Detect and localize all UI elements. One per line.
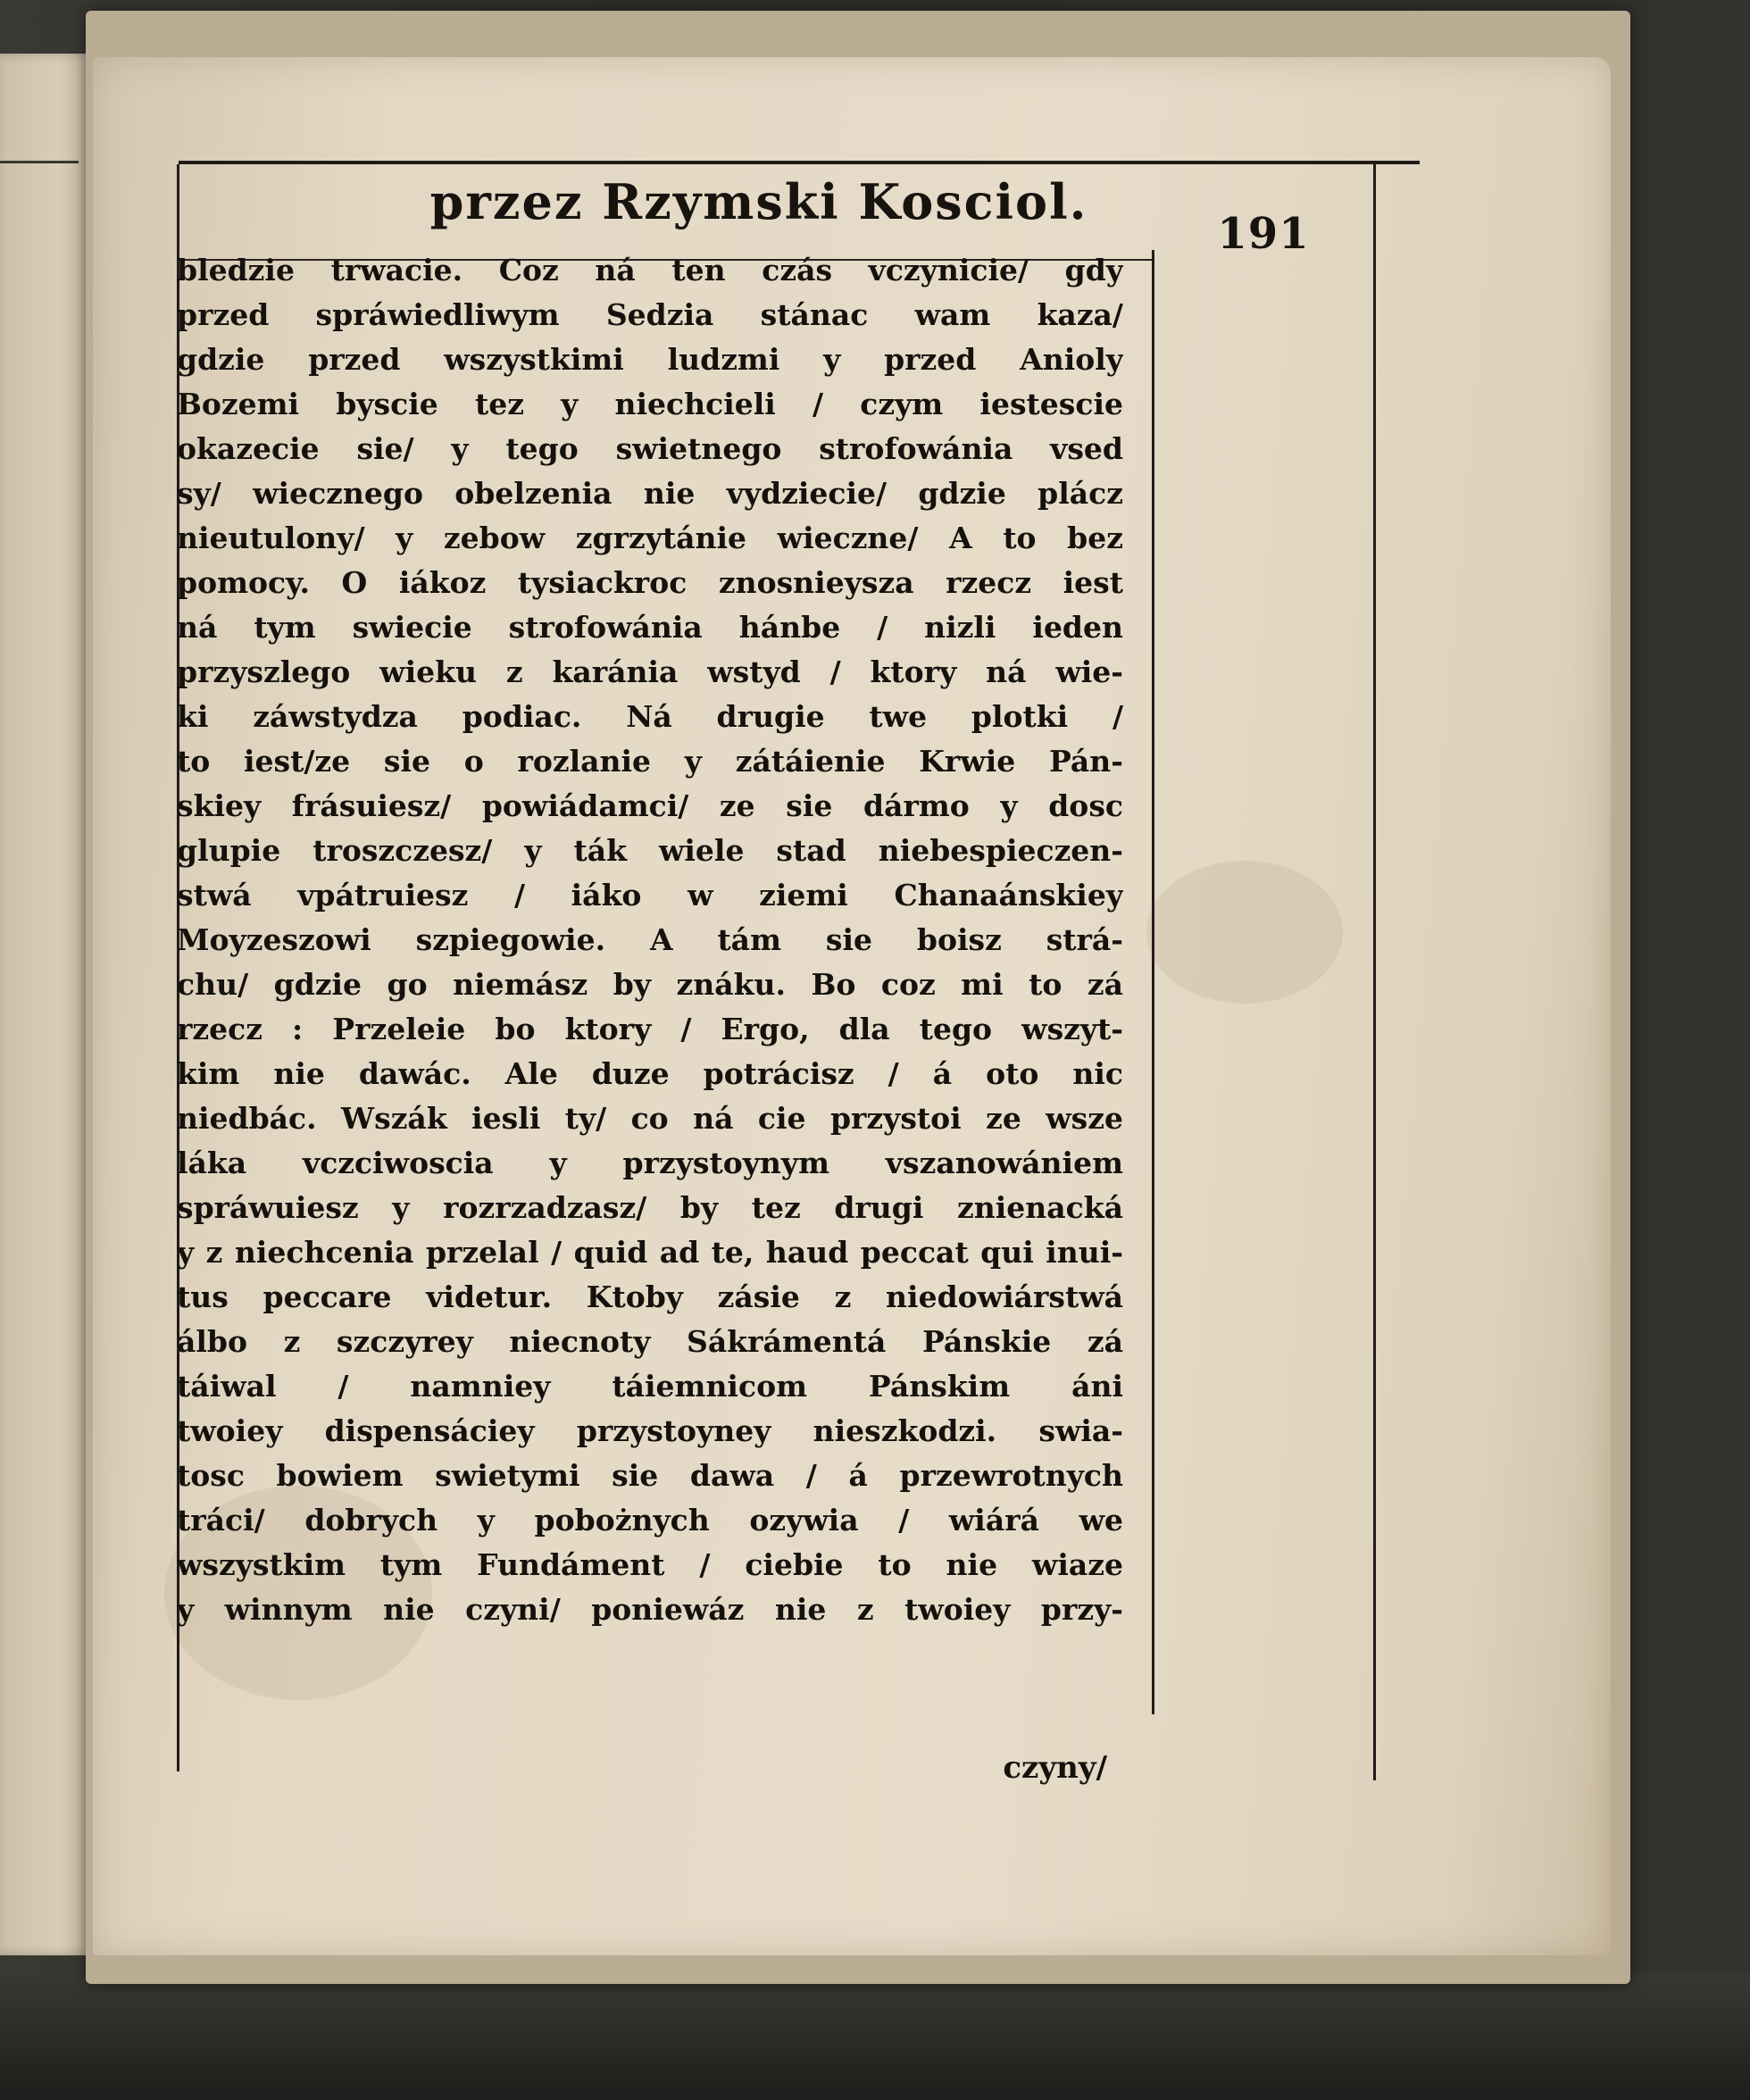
text-line: tosc bowiem swietymi sie dawa / á przewrotnych [177,1458,1123,1493]
text-line: tus peccare videtur. Ktoby zásie z niedowiárstwá [177,1279,1123,1314]
text-line: láka vczciwoscia y przystoynym vszanowániem [177,1146,1123,1180]
text-line: nieutulony/ y zebow zgrzytánie wieczne/ A to bez [177,521,1123,555]
text-line: przyszlego wieku z karánia wstyd / ktory ná wie- [177,654,1123,689]
text-line: y z niechcenia przelal / quid ad te, haud peccat qui inui- [177,1235,1123,1270]
text-line: álbo z szczyrey niecnoty Sákrámentá Pánskie zá [177,1324,1123,1359]
text-line: przed spráwiedliwym Sedzia stánac wam kaza/ [177,297,1123,332]
catchword: czyny/ [1003,1750,1107,1786]
left-page-edge [0,54,96,1955]
text-line: Moyzeszowi szpiegowie. A tám sie boisz strá- [177,922,1123,957]
text-line: y winnym nie czyni/ poniewáz nie z twoiey przy- [177,1592,1123,1627]
text-line: Bozemi byscie tez y niechcieli / czym iestescie [177,387,1123,421]
text-line: okazecie sie/ y tego swietnego strofowánia vsed [177,431,1123,466]
text-line: bledzie trwacie. Coz ná ten czás vczynicie/ gdy [177,253,1123,288]
left-page-rule [0,161,79,163]
page-number: 191 [1217,209,1310,259]
text-line: gdzie przed wszystkimi ludzmi y przed Anioly [177,342,1123,377]
text-line: táiwal / namniey táiemnicom Pánskim áni [177,1369,1123,1404]
frame-inner-right-line [1152,250,1154,1714]
text-line: ki záwstydza podiac. Ná drugie twe plotki / [177,699,1123,734]
text-line: chu/ gdzie go niemász by znáku. Bo coz mi to zá [177,967,1123,1002]
text-line: rzecz : Przeleie bo ktory / Ergo, dla tego wszyt- [177,1012,1123,1046]
text-line: spráwuiesz y rozrzadzasz/ by tez drugi znienacká [177,1190,1123,1225]
running-head: przez Rzymski Kosciol. [429,173,1088,230]
text-line: wszystkim tym Fundáment / ciebie to nie wiaze [177,1547,1123,1582]
text-line: glupie troszczesz/ y ták wiele stad niebespieczen- [177,833,1123,868]
body-text [177,248,1123,1632]
text-line: sy/ wiecznego obelzenia nie vydziecie/ gdzie plácz [177,476,1123,511]
frame-outer-right-line [1373,164,1376,1780]
text-line: niedbác. Wszák iesli ty/ co ná cie przystoi ze wsze [177,1101,1123,1136]
table-shadow [0,1973,1750,2100]
text-line: pomocy. O iákoz tysiackroc znosnieysza rzecz iest [177,565,1123,600]
text-line: ná tym swiecie strofowánia hánbe / nizli ieden [177,610,1123,645]
text-line: kim nie dawác. Ale duze potrácisz / á oto nic [177,1056,1123,1091]
text-line: stwá vpátruiesz / iáko w ziemi Chanaánskiey [177,878,1123,912]
paper-stain [1146,861,1343,1004]
text-line: skiey frásuiesz/ powiádamci/ ze sie dármo y dosc [177,788,1123,823]
text-line: to iest/ze sie o rozlanie y zátáienie Krwie Pán- [177,744,1123,779]
text-line: twoiey dispensáciey przystoyney nieszkodzi. swia- [177,1413,1123,1448]
text-line: tráci/ dobrych y pobożnych ozywia / wiárá we [177,1503,1123,1538]
top-rule [179,161,1420,164]
